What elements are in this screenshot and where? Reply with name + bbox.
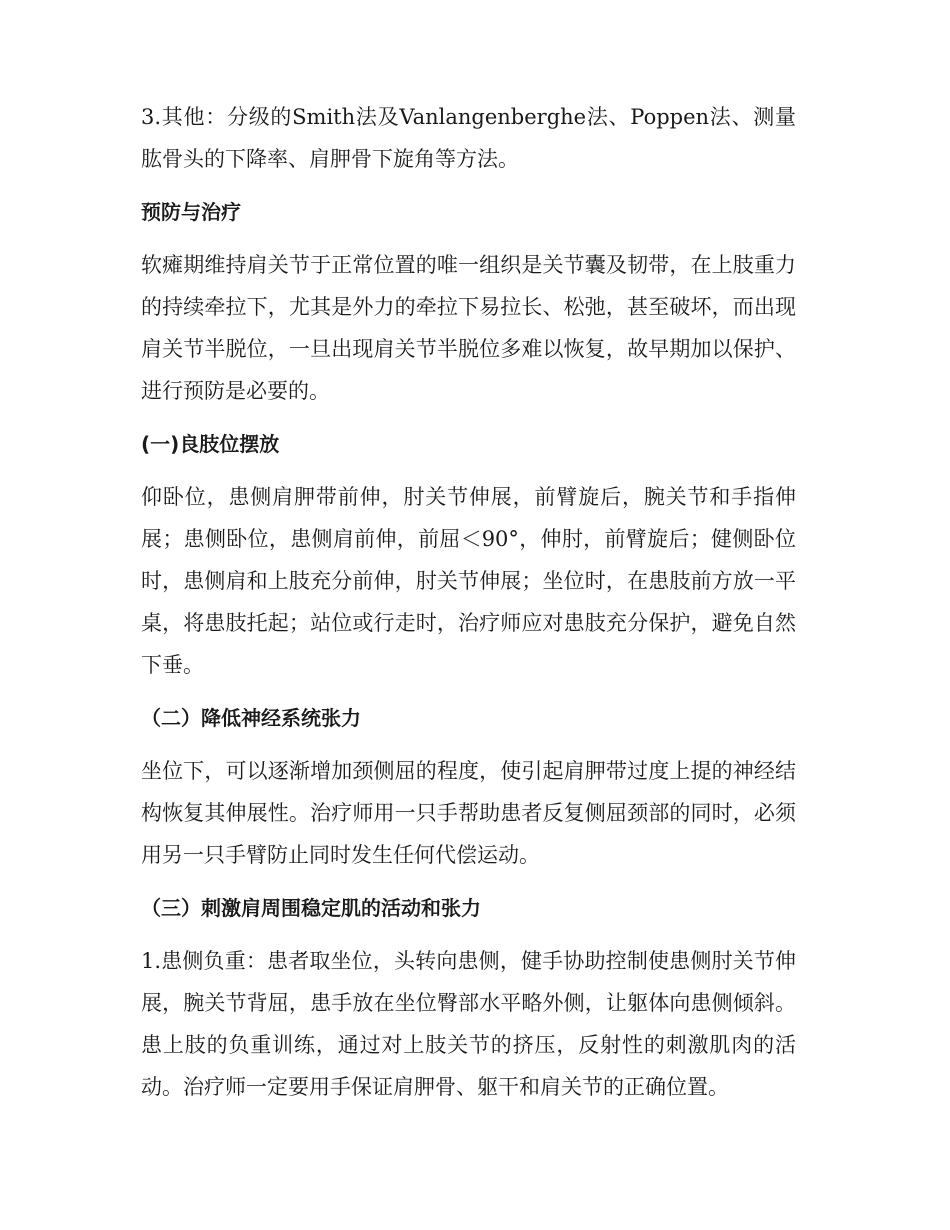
paragraph-reduce-nerve-tension: 坐位下，可以逐渐增加颈侧屈的程度，使引起肩胛带过度上提的神经结构恢复其伸展性。治疗师用一只手帮助患者反复侧屈颈部的同时，必须用另一只手臂防止同时发生任何代偿运动。 (141, 759, 796, 867)
paragraph-weight-bearing: 1.患侧负重：患者取坐位，头转向患侧，健手协助控制使患侧肘关节伸展，腕关节背屈，患手放在坐位臀部水平略外侧，让躯体向患侧倾斜。患上肢的负重训练，通过对上肢关节的挤压，反射性的刺激肌肉的活动。治疗师一定要用手保证肩胛骨、躯干和肩关节的正确位置。 (141, 949, 796, 1099)
paragraph-other-methods: 3.其他：分级的Smith法及Vanlangenberghe法、Poppen法、测量肱骨头的下降率、肩胛骨下旋角等方法。 (141, 105, 796, 171)
heading-prevention-treatment: 预防与治疗 (141, 200, 241, 224)
heading-reduce-nerve-tension: （二）降低神经系统张力 (141, 706, 361, 730)
paragraph-positioning: 仰卧位，患侧肩胛带前伸，肘关节伸展，前臂旋后，腕关节和手指伸展；患侧卧位，患侧肩前伸，前屈＜90°，伸肘，前臂旋后；健侧卧位时，患侧肩和上肢充分前伸，肘关节伸展；坐位时，在患肢前方放一平桌，将患肢托起；站位或行走时，治疗师应对患肢充分保护，避免自然下垂。 (141, 485, 796, 677)
document-body (141, 96, 796, 1108)
heading-positioning: (一)良肢位摆放 (141, 432, 280, 456)
heading-stabilizer-activation: （三）刺激肩周围稳定肌的活动和张力 (141, 896, 481, 920)
paragraph-flaccid-stage: 软瘫期维持肩关节于正常位置的唯一组织是关节囊及韧带，在上肢重力的持续牵拉下，尤其是外力的牵拉下易拉长、松弛，甚至破坏，而出现肩关节半脱位，一旦出现肩关节半脱位多难以恢复，故早期加以保护、进行预防是必要的。 (141, 253, 796, 403)
